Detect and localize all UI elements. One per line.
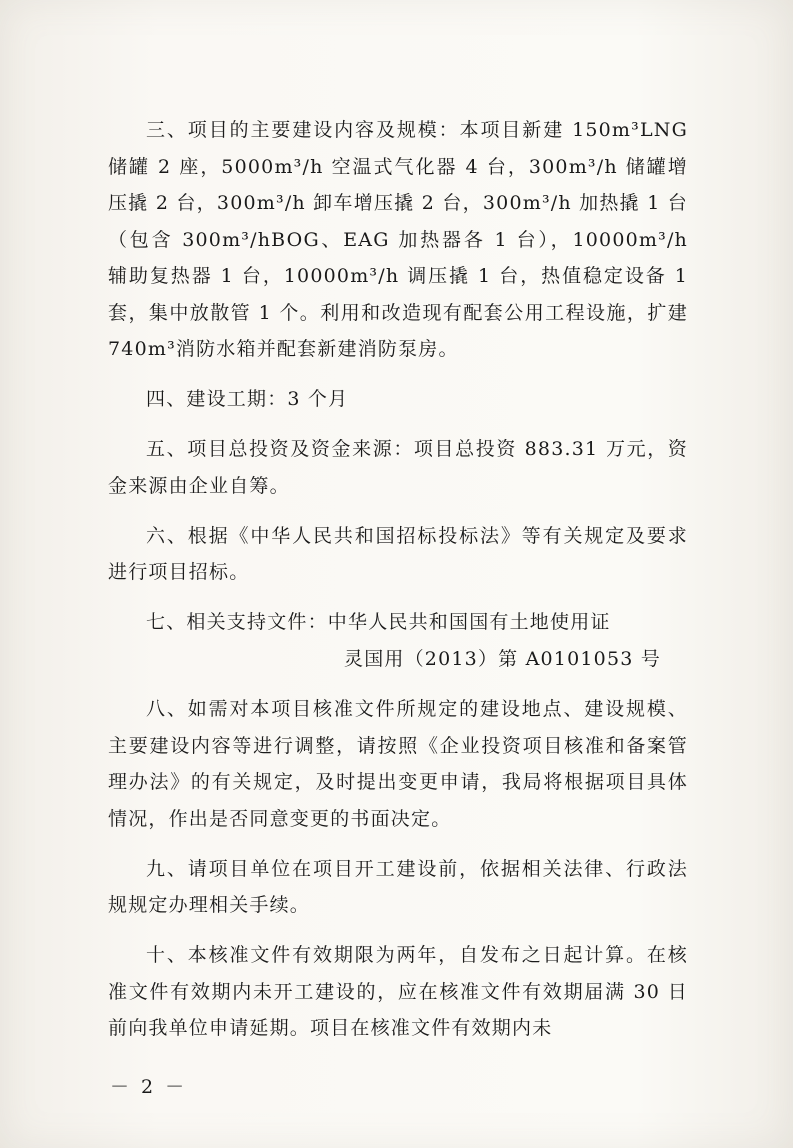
- paragraph-bidding: 六、根据《中华人民共和国招标投标法》等有关规定及要求进行项目招标。: [108, 524, 688, 583]
- document-body: [108, 112, 688, 1060]
- paragraph-construction-period: 四、建设工期：3 个月: [146, 388, 349, 410]
- page-number: － 2 －: [110, 1076, 188, 1098]
- paragraph-procedures: 九、请项目单位在项目开工建设前，依据相关法律、行政法规规定办理相关手续。: [108, 857, 688, 916]
- support-file-number: 灵国用（2013）第 A0101053 号: [344, 647, 661, 670]
- paragraph-construction-scope: 三、项目的主要建设内容及规模：本项目新建 150m³LNG 储罐 2 座，5000m³/h 空温式气化器 4 台，300m³/h 储罐增压撬 2 台，300m³/h 卸车增压撬 2 台，300m³/h 加热撬 1 台（包含 300m³/hBOG、EAG 加热器各 1 台），10000m³/h 辅助复热器 1 台，10000m³/h 调压撬 1 台，热值稳定设备 1 套，集中放散管 1 个。利用和改造现有配套公用工程设施，扩建 740m³消防水箱并配套新建消防泵房。: [108, 119, 688, 360]
- paragraph-validity: 十、本核准文件有效期限为两年，自发布之日起计算。在核准文件有效期内未开工建设的，应在核准文件有效期届满 30 日前向我单位申请延期。项目在核准文件有效期内未: [108, 944, 688, 1039]
- paragraph-adjustment: 八、如需对本项目核准文件所规定的建设地点、建设规模、主要建设内容等进行调整，请按照《企业投资项目核准和备案管理办法》的有关规定，及时提出变更申请，我局将根据项目具体情况，作出是否同意变更的书面决定。: [108, 698, 688, 830]
- paragraph-support-files: 七、相关支持文件：中华人民共和国国有土地使用证: [146, 611, 611, 633]
- paragraph-investment: 五、项目总投资及资金来源：项目总投资 883.31 万元，资金来源由企业自筹。: [108, 438, 688, 497]
